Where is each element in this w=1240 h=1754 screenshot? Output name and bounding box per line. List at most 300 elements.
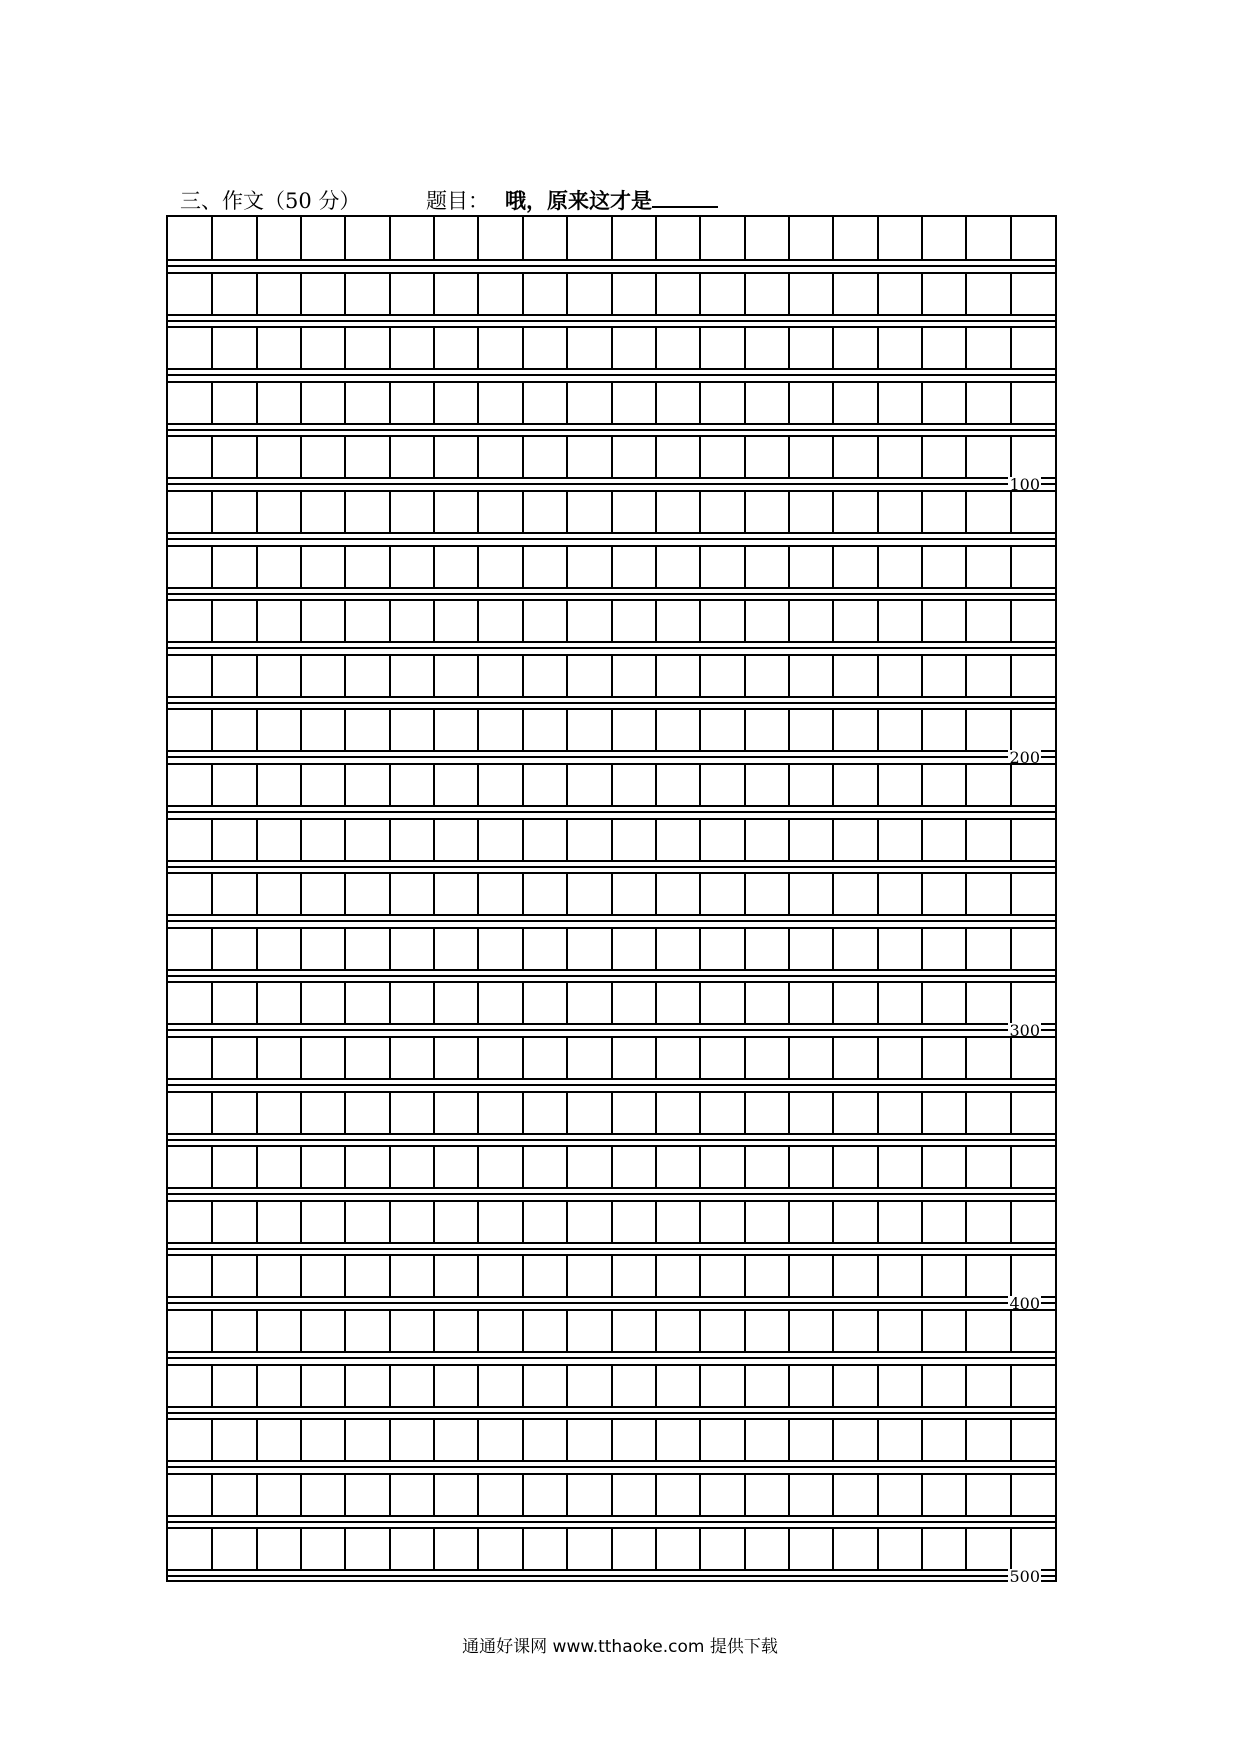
grid-row xyxy=(168,927,1055,971)
grid-cell-divider xyxy=(211,710,213,750)
grid-cell-divider xyxy=(655,710,657,750)
grid-cell-divider xyxy=(744,1529,746,1569)
grid-cell-divider xyxy=(477,1529,479,1569)
row-gap-line xyxy=(168,374,1055,376)
grid-cell-divider xyxy=(965,1147,967,1187)
grid-cell-divider xyxy=(699,656,701,696)
grid-cell-divider xyxy=(477,1256,479,1296)
grid-cell-divider xyxy=(699,820,701,860)
grid-cell-divider xyxy=(699,983,701,1023)
grid-cell-divider xyxy=(699,1256,701,1296)
row-gap-line xyxy=(168,1248,1055,1250)
grid-cell-divider xyxy=(389,1202,391,1242)
grid-cell-divider xyxy=(433,1093,435,1133)
grid-cell-divider xyxy=(655,274,657,314)
grid-cell-divider xyxy=(965,437,967,477)
grid-cell-divider xyxy=(877,1420,879,1460)
grid-cell-divider xyxy=(832,1366,834,1406)
grid-cell-divider xyxy=(256,874,258,914)
grid-cell-divider xyxy=(566,1202,568,1242)
grid-cell-divider xyxy=(211,1147,213,1187)
grid-cell-divider xyxy=(699,547,701,587)
grid-cell-divider xyxy=(344,656,346,696)
topic-title-text: 哦，原来这才是 xyxy=(505,188,652,213)
grid-cell-divider xyxy=(256,765,258,805)
grid-cell-divider xyxy=(477,274,479,314)
grid-cell-divider xyxy=(1010,492,1012,532)
grid-cell-divider xyxy=(522,820,524,860)
grid-cell-divider xyxy=(211,820,213,860)
grid-cell-divider xyxy=(522,492,524,532)
grid-cell-divider xyxy=(433,492,435,532)
grid-cell-divider xyxy=(655,1038,657,1078)
grid-cell-divider xyxy=(389,983,391,1023)
grid-cell-divider xyxy=(211,492,213,532)
grid-cell-divider xyxy=(611,1093,613,1133)
grid-cell-divider xyxy=(522,601,524,641)
grid-cell-divider xyxy=(344,1311,346,1351)
grid-cell-divider xyxy=(566,929,568,969)
grid-cell-divider xyxy=(877,1529,879,1569)
grid-cell-divider xyxy=(921,874,923,914)
grid-cell-divider xyxy=(788,1038,790,1078)
grid-cell-divider xyxy=(1010,983,1012,1023)
grid-cell-divider xyxy=(566,274,568,314)
grid-cell-divider xyxy=(389,1420,391,1460)
grid-cell-divider xyxy=(699,1202,701,1242)
grid-cell-divider xyxy=(256,1311,258,1351)
grid-cell-divider xyxy=(1010,1093,1012,1133)
grid-cell-divider xyxy=(921,601,923,641)
grid-cell-divider xyxy=(211,437,213,477)
grid-cell-divider xyxy=(921,492,923,532)
grid-cell-divider xyxy=(744,874,746,914)
grid-cell-divider xyxy=(744,601,746,641)
grid-cell-divider xyxy=(256,1202,258,1242)
grid-cell-divider xyxy=(433,765,435,805)
grid-cell-divider xyxy=(744,328,746,368)
grid-cell-divider xyxy=(744,274,746,314)
grid-cell-divider xyxy=(211,1256,213,1296)
grid-cell-divider xyxy=(1010,547,1012,587)
grid-cell-divider xyxy=(211,1093,213,1133)
grid-cell-divider xyxy=(256,437,258,477)
grid-cell-divider xyxy=(433,1147,435,1187)
grid-cell-divider xyxy=(877,710,879,750)
grid-cell-divider xyxy=(832,765,834,805)
grid-cell-divider xyxy=(921,765,923,805)
grid-cell-divider xyxy=(433,601,435,641)
grid-cell-divider xyxy=(256,274,258,314)
grid-cell-divider xyxy=(300,710,302,750)
grid-cell-divider xyxy=(788,1093,790,1133)
grid-cell-divider xyxy=(788,274,790,314)
grid-cell-divider xyxy=(433,820,435,860)
row-gap-line xyxy=(168,483,1055,485)
grid-cell-divider xyxy=(389,1038,391,1078)
grid-cell-divider xyxy=(389,1529,391,1569)
row-gap-line xyxy=(168,647,1055,649)
grid-cell-divider xyxy=(300,1311,302,1351)
grid-cell-divider xyxy=(611,983,613,1023)
grid-cell-divider xyxy=(522,437,524,477)
grid-cell-divider xyxy=(256,1529,258,1569)
grid-cell-divider xyxy=(744,983,746,1023)
grid-cell-divider xyxy=(699,1147,701,1187)
grid-cell-divider xyxy=(477,1475,479,1515)
grid-cell-divider xyxy=(655,328,657,368)
grid-cell-divider xyxy=(433,656,435,696)
grid-cell-divider xyxy=(300,874,302,914)
grid-cell-divider xyxy=(433,874,435,914)
grid-cell-divider xyxy=(1010,820,1012,860)
grid-cell-divider xyxy=(744,710,746,750)
grid-cell-divider xyxy=(788,1147,790,1187)
grid-cell-divider xyxy=(344,274,346,314)
grid-cell-divider xyxy=(921,820,923,860)
grid-cell-divider xyxy=(744,1093,746,1133)
grid-cell-divider xyxy=(921,328,923,368)
grid-cell-divider xyxy=(921,1311,923,1351)
grid-cell-divider xyxy=(300,1147,302,1187)
grid-cell-divider xyxy=(477,547,479,587)
grid-cell-divider xyxy=(655,1366,657,1406)
grid-row xyxy=(168,545,1055,589)
grid-cell-divider xyxy=(655,383,657,423)
grid-cell-divider xyxy=(256,710,258,750)
grid-cell-divider xyxy=(877,765,879,805)
grid-cell-divider xyxy=(921,1420,923,1460)
grid-cell-divider xyxy=(611,1256,613,1296)
grid-cell-divider xyxy=(344,983,346,1023)
grid-cell-divider xyxy=(611,1202,613,1242)
grid-cell-divider xyxy=(300,492,302,532)
grid-cell-divider xyxy=(566,874,568,914)
row-gap-line xyxy=(168,1521,1055,1523)
word-count-marker: 200 xyxy=(1009,748,1040,768)
grid-cell-divider xyxy=(1010,1529,1012,1569)
grid-cell-divider xyxy=(300,383,302,423)
grid-cell-divider xyxy=(477,492,479,532)
grid-cell-divider xyxy=(699,1038,701,1078)
grid-cell-divider xyxy=(965,710,967,750)
grid-cell-divider xyxy=(788,874,790,914)
grid-cell-divider xyxy=(788,437,790,477)
grid-row xyxy=(168,1309,1055,1353)
grid-cell-divider xyxy=(256,1147,258,1187)
grid-cell-divider xyxy=(744,1147,746,1187)
grid-cell-divider xyxy=(699,1475,701,1515)
grid-cell-divider xyxy=(256,547,258,587)
grid-cell-divider xyxy=(877,492,879,532)
grid-cell-divider xyxy=(832,601,834,641)
grid-cell-divider xyxy=(611,710,613,750)
row-gap-line xyxy=(168,702,1055,704)
footer-credit: 通通好课网 www.tthaoke.com 提供下载 xyxy=(462,1637,778,1657)
grid-cell-divider xyxy=(744,492,746,532)
grid-row xyxy=(168,654,1055,698)
grid-cell-divider xyxy=(832,1311,834,1351)
grid-cell-divider xyxy=(832,1147,834,1187)
grid-cell-divider xyxy=(211,765,213,805)
grid-cell-divider xyxy=(921,1093,923,1133)
section-label: 三、作文（50 分） xyxy=(180,189,361,213)
grid-cell-divider xyxy=(300,437,302,477)
grid-cell-divider xyxy=(655,1093,657,1133)
grid-cell-divider xyxy=(788,1256,790,1296)
grid-cell-divider xyxy=(566,1420,568,1460)
grid-cell-divider xyxy=(522,1475,524,1515)
grid-cell-divider xyxy=(921,656,923,696)
grid-cell-divider xyxy=(389,1366,391,1406)
grid-cell-divider xyxy=(522,1038,524,1078)
grid-cell-divider xyxy=(921,1475,923,1515)
grid-cell-divider xyxy=(389,601,391,641)
grid-cell-divider xyxy=(344,1420,346,1460)
grid-cell-divider xyxy=(611,1311,613,1351)
grid-cell-divider xyxy=(788,1366,790,1406)
grid-cell-divider xyxy=(522,874,524,914)
grid-cell-divider xyxy=(566,820,568,860)
grid-cell-divider xyxy=(965,983,967,1023)
grid-cell-divider xyxy=(744,656,746,696)
grid-cell-divider xyxy=(655,1529,657,1569)
grid-cell-divider xyxy=(344,765,346,805)
grid-row xyxy=(168,1036,1055,1080)
grid-cell-divider xyxy=(699,765,701,805)
grid-cell-divider xyxy=(566,383,568,423)
grid-cell-divider xyxy=(522,547,524,587)
grid-cell-divider xyxy=(522,983,524,1023)
grid-row xyxy=(168,326,1055,370)
grid-cell-divider xyxy=(389,274,391,314)
grid-cell-divider xyxy=(300,217,302,259)
grid-cell-divider xyxy=(389,656,391,696)
grid-cell-divider xyxy=(477,1311,479,1351)
grid-cell-divider xyxy=(655,820,657,860)
word-count-marker: 500 xyxy=(1009,1567,1040,1587)
grid-cell-divider xyxy=(744,383,746,423)
grid-cell-divider xyxy=(965,765,967,805)
grid-cell-divider xyxy=(921,710,923,750)
grid-cell-divider xyxy=(433,328,435,368)
grid-cell-divider xyxy=(211,874,213,914)
grid-cell-divider xyxy=(699,601,701,641)
grid-cell-divider xyxy=(965,1093,967,1133)
grid-cell-divider xyxy=(921,1256,923,1296)
grid-cell-divider xyxy=(744,547,746,587)
grid-cell-divider xyxy=(566,656,568,696)
grid-cell-divider xyxy=(522,1420,524,1460)
grid-row xyxy=(168,1091,1055,1135)
grid-cell-divider xyxy=(566,492,568,532)
grid-cell-divider xyxy=(566,1529,568,1569)
grid-cell-divider xyxy=(744,765,746,805)
grid-cell-divider xyxy=(566,1311,568,1351)
grid-cell-divider xyxy=(211,1366,213,1406)
grid-row xyxy=(168,599,1055,643)
grid-cell-divider xyxy=(965,492,967,532)
grid-cell-divider xyxy=(921,1147,923,1187)
grid-cell-divider xyxy=(699,492,701,532)
grid-row xyxy=(168,1418,1055,1462)
grid-cell-divider xyxy=(699,929,701,969)
grid-cell-divider xyxy=(877,1475,879,1515)
grid-cell-divider xyxy=(566,1366,568,1406)
grid-cell-divider xyxy=(611,383,613,423)
grid-cell-divider xyxy=(744,1256,746,1296)
grid-cell-divider xyxy=(1010,1147,1012,1187)
grid-cell-divider xyxy=(832,1202,834,1242)
grid-cell-divider xyxy=(433,383,435,423)
grid-cell-divider xyxy=(344,929,346,969)
grid-cell-divider xyxy=(389,383,391,423)
grid-cell-divider xyxy=(433,1529,435,1569)
grid-row xyxy=(168,272,1055,316)
topic-prefix: 题目： xyxy=(426,189,489,213)
grid-cell-divider xyxy=(699,1366,701,1406)
grid-cell-divider xyxy=(389,1475,391,1515)
grid-cell-divider xyxy=(300,274,302,314)
grid-cell-divider xyxy=(965,874,967,914)
row-gap-line xyxy=(168,1302,1055,1304)
grid-cell-divider xyxy=(389,710,391,750)
grid-cell-divider xyxy=(877,1256,879,1296)
grid-cell-divider xyxy=(433,1202,435,1242)
grid-cell-divider xyxy=(566,983,568,1023)
grid-cell-divider xyxy=(965,383,967,423)
grid-cell-divider xyxy=(655,1420,657,1460)
grid-cell-divider xyxy=(389,492,391,532)
grid-cell-divider xyxy=(611,929,613,969)
grid-cell-divider xyxy=(211,1202,213,1242)
grid-cell-divider xyxy=(699,328,701,368)
grid-cell-divider xyxy=(522,328,524,368)
grid-cell-divider xyxy=(832,983,834,1023)
grid-cell-divider xyxy=(256,1420,258,1460)
grid-cell-divider xyxy=(256,656,258,696)
row-gap-line xyxy=(168,920,1055,922)
grid-cell-divider xyxy=(1010,217,1012,259)
grid-cell-divider xyxy=(300,1256,302,1296)
grid-cell-divider xyxy=(788,656,790,696)
grid-row xyxy=(168,1145,1055,1189)
grid-cell-divider xyxy=(788,983,790,1023)
grid-cell-divider xyxy=(655,929,657,969)
grid-cell-divider xyxy=(832,1038,834,1078)
grid-cell-divider xyxy=(477,437,479,477)
grid-cell-divider xyxy=(832,820,834,860)
grid-cell-divider xyxy=(921,217,923,259)
grid-cell-divider xyxy=(699,217,701,259)
grid-cell-divider xyxy=(566,217,568,259)
grid-cell-divider xyxy=(566,1093,568,1133)
grid-row xyxy=(168,381,1055,425)
grid-cell-divider xyxy=(611,274,613,314)
grid-cell-divider xyxy=(389,765,391,805)
grid-cell-divider xyxy=(522,1256,524,1296)
grid-cell-divider xyxy=(611,874,613,914)
grid-cell-divider xyxy=(965,820,967,860)
grid-cell-divider xyxy=(1010,874,1012,914)
grid-cell-divider xyxy=(433,929,435,969)
grid-cell-divider xyxy=(832,1093,834,1133)
grid-cell-divider xyxy=(965,1311,967,1351)
grid-cell-divider xyxy=(389,328,391,368)
row-gap-line xyxy=(168,593,1055,595)
grid-cell-divider xyxy=(877,274,879,314)
grid-cell-divider xyxy=(211,656,213,696)
grid-cell-divider xyxy=(522,656,524,696)
grid-cell-divider xyxy=(1010,1311,1012,1351)
writing-grid xyxy=(166,215,1057,1587)
grid-cell-divider xyxy=(477,217,479,259)
grid-cell-divider xyxy=(1010,1202,1012,1242)
grid-cell-divider xyxy=(788,929,790,969)
grid-cell-divider xyxy=(477,656,479,696)
grid-cell-divider xyxy=(433,217,435,259)
grid-cell-divider xyxy=(300,328,302,368)
grid-cell-divider xyxy=(611,1038,613,1078)
grid-cell-divider xyxy=(211,983,213,1023)
grid-cell-divider xyxy=(566,1475,568,1515)
grid-cell-divider xyxy=(389,820,391,860)
grid-cell-divider xyxy=(877,383,879,423)
grid-cell-divider xyxy=(566,765,568,805)
grid-cell-divider xyxy=(699,1311,701,1351)
row-gap-line xyxy=(168,320,1055,322)
grid-cell-divider xyxy=(832,437,834,477)
grid-cell-divider xyxy=(877,1311,879,1351)
grid-cell-divider xyxy=(433,274,435,314)
grid-cell-divider xyxy=(788,1475,790,1515)
grid-cell-divider xyxy=(788,1420,790,1460)
grid-cell-divider xyxy=(655,874,657,914)
grid-cell-divider xyxy=(965,1366,967,1406)
grid-row xyxy=(168,763,1055,807)
grid-cell-divider xyxy=(921,1202,923,1242)
grid-cell-divider xyxy=(256,1093,258,1133)
grid-cell-divider xyxy=(477,383,479,423)
grid-cell-divider xyxy=(256,1366,258,1406)
grid-cell-divider xyxy=(433,437,435,477)
grid-cell-divider xyxy=(921,383,923,423)
grid-cell-divider xyxy=(877,656,879,696)
grid-cell-divider xyxy=(655,217,657,259)
row-gap-line xyxy=(168,429,1055,431)
grid-cell-divider xyxy=(877,1366,879,1406)
grid-cell-divider xyxy=(300,820,302,860)
grid-cell-divider xyxy=(832,1529,834,1569)
grid-cell-divider xyxy=(477,1093,479,1133)
grid-cell-divider xyxy=(522,1147,524,1187)
grid-cell-divider xyxy=(566,710,568,750)
grid-cell-divider xyxy=(300,1475,302,1515)
grid-cell-divider xyxy=(788,492,790,532)
grid-cell-divider xyxy=(788,328,790,368)
grid-cell-divider xyxy=(389,437,391,477)
grid-cell-divider xyxy=(389,929,391,969)
grid-cell-divider xyxy=(300,601,302,641)
grid-cell-divider xyxy=(611,656,613,696)
row-gap-line xyxy=(168,1139,1055,1141)
grid-cell-divider xyxy=(477,929,479,969)
grid-cell-divider xyxy=(1010,929,1012,969)
grid-cell-divider xyxy=(344,1038,346,1078)
word-count-marker: 100 xyxy=(1009,475,1040,495)
row-gap-line xyxy=(168,866,1055,868)
grid-cell-divider xyxy=(788,383,790,423)
